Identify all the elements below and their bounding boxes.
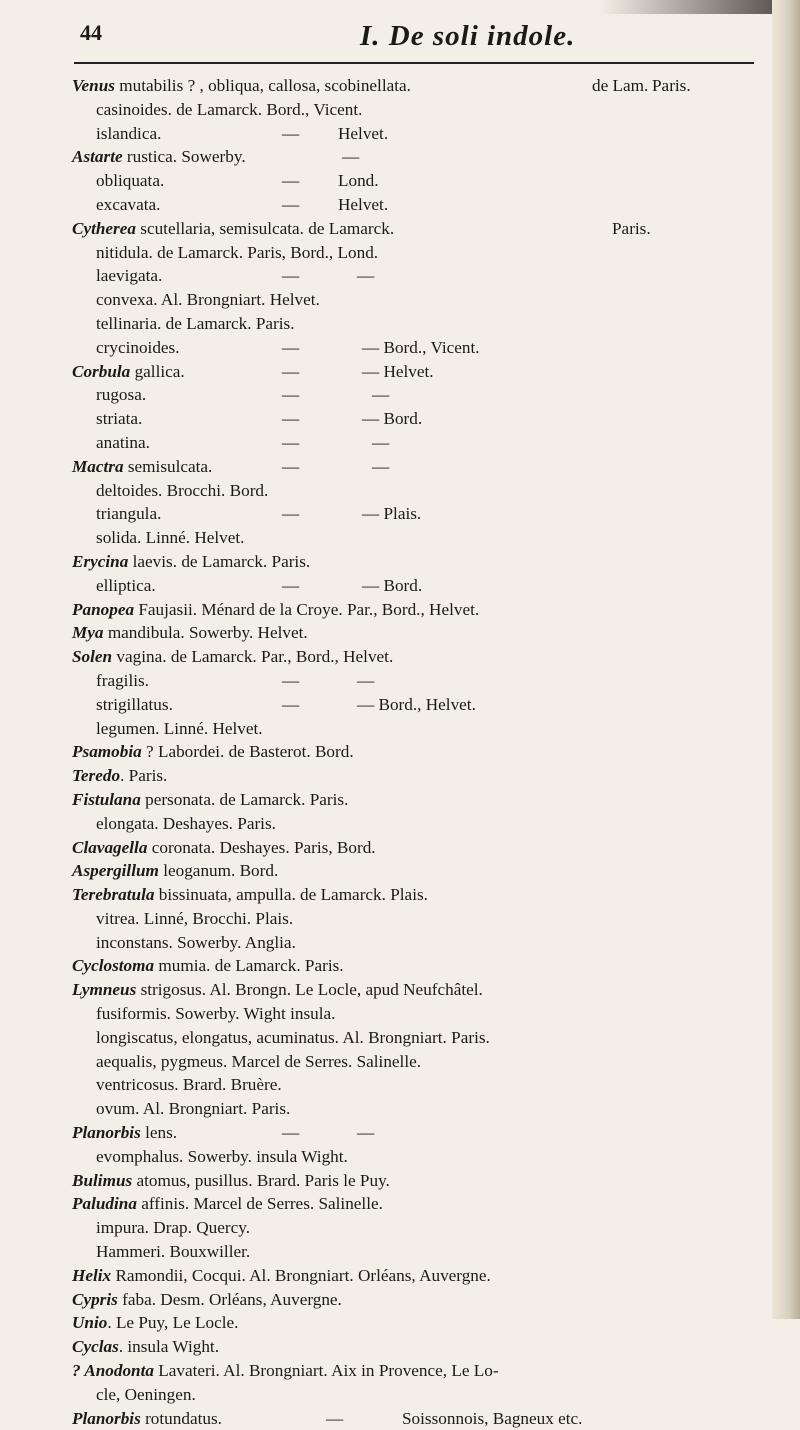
genus-entry-line xyxy=(72,978,772,1002)
genus-entry-line xyxy=(72,598,772,622)
entry-text: Hammeri. Bouxwiller. xyxy=(96,1242,251,1262)
genus-name: Fistulana xyxy=(72,789,141,809)
entry-text: inconstans. Sowerby. Anglia. xyxy=(96,932,296,952)
entry-column-text: — xyxy=(282,194,300,214)
entry-column-text: — xyxy=(282,456,300,476)
entry-text: islandica. xyxy=(96,123,162,143)
entry-text: Panopea Faujasii. Ménard de la Croye. Par., Bord., Helvet. xyxy=(72,599,480,619)
entry-text: Erycina laevis. de Lamarck. Paris. xyxy=(72,551,311,571)
genus-entry-line xyxy=(72,455,772,479)
genus-entry-line xyxy=(72,1121,772,1145)
entry-column-text: Paris. xyxy=(612,218,651,238)
genus-name: Clavagella xyxy=(72,837,148,857)
genus-name: Mactra xyxy=(72,456,124,476)
entry-text: Teredo. Paris. xyxy=(72,766,168,786)
entry-text: nitidula. de Lamarck. Paris, Bord., Lond. xyxy=(96,242,379,262)
entry-text: anatina. xyxy=(96,432,150,452)
entry-text: fragilis. xyxy=(96,670,149,690)
species-entry-line xyxy=(72,907,772,931)
entry-text: Helix Ramondii, Cocqui. Al. Brongniart. Orléans, Auvergne. xyxy=(72,1265,491,1285)
entry-text: ventricosus. Brard. Bruère. xyxy=(96,1075,282,1095)
entry-column-text: — Bord., Vicent. xyxy=(362,337,480,357)
genus-entry-line xyxy=(72,954,772,978)
entry-text: evomphalus. Sowerby. insula Wight. xyxy=(96,1146,348,1166)
entry-text: legumen. Linné. Helvet. xyxy=(96,718,263,738)
entry-text: obliquata. xyxy=(96,171,165,191)
species-entry-line xyxy=(72,1240,772,1264)
species-entry-line xyxy=(72,98,772,122)
entry-text: deltoides. Brocchi. Bord. xyxy=(96,480,269,500)
entry-text: Bulimus atomus, pusillus. Brard. Paris le Puy. xyxy=(72,1170,390,1190)
entry-column-text: — xyxy=(372,385,390,405)
entry-column-text: — xyxy=(282,432,300,452)
species-entry-line xyxy=(72,1216,772,1240)
species-entry-line xyxy=(72,431,772,455)
species-entry-line xyxy=(72,1097,772,1121)
species-entry-line xyxy=(72,812,772,836)
species-entry-line xyxy=(72,717,772,741)
entry-text: Terebratula bissinuata, ampulla. de Lamarck. Plais. xyxy=(72,885,428,905)
entry-column-text: — xyxy=(282,409,300,429)
genus-name: Erycina xyxy=(72,551,129,571)
entry-column-text: Helvet. xyxy=(338,194,389,214)
entry-column-text: — xyxy=(282,337,300,357)
entry-column-text: — xyxy=(282,1123,300,1143)
entry-text: rugosa. xyxy=(96,385,147,405)
entry-column-text: Lond. xyxy=(338,171,379,191)
species-entry-line xyxy=(72,288,772,312)
genus-name: Cyclas xyxy=(72,1337,119,1357)
genus-name: Astarte xyxy=(72,147,123,167)
entry-column-text: — xyxy=(342,147,360,167)
genus-entry-line xyxy=(72,217,772,241)
entry-text: aequalis, pygmeus. Marcel de Serres. Salinelle. xyxy=(96,1051,422,1071)
entry-column-text: Soissonnois, Bagneux etc. xyxy=(402,1408,583,1428)
genus-entry-line xyxy=(72,550,772,574)
species-entry-line xyxy=(72,526,772,550)
species-entry-line xyxy=(72,241,772,265)
entry-text: Planorbis lens. xyxy=(72,1123,178,1143)
genus-entry-line xyxy=(72,788,772,812)
species-entry-line xyxy=(72,336,772,360)
entry-column-text: Paris. xyxy=(652,76,691,95)
entry-text: Paludina affinis. Marcel de Serres. Salinelle. xyxy=(72,1194,383,1214)
species-list xyxy=(72,74,772,1430)
page-edge-shadow-top xyxy=(600,0,800,14)
genus-entry-line xyxy=(72,1359,772,1383)
entry-column-text: — Bord. xyxy=(362,409,423,429)
genus-name: Psamobia xyxy=(72,742,142,762)
entry-text: Clavagella coronata. Deshayes. Paris, Bord. xyxy=(72,837,376,857)
species-entry-line xyxy=(72,1002,772,1026)
entry-text: solida. Linné. Helvet. xyxy=(96,528,245,548)
genus-entry-line xyxy=(72,360,772,384)
entry-column-text: — xyxy=(357,670,375,690)
genus-name: Helix xyxy=(72,1265,112,1285)
entry-text: casinoides. de Lamarck. Bord., Vicent. xyxy=(96,99,363,119)
genus-name: Venus xyxy=(72,76,115,95)
species-entry-line xyxy=(72,1073,772,1097)
page-edge-gutter xyxy=(772,0,800,1319)
genus-name: Cyclostoma xyxy=(72,956,155,976)
entry-text: Cypris faba. Desm. Orléans, Auvergne. xyxy=(72,1289,342,1309)
species-entry-line xyxy=(72,574,772,598)
entry-text: Planorbis rotundatus. xyxy=(72,1408,222,1428)
entry-text: convexa. Al. Brongniart. Helvet. xyxy=(96,290,320,310)
entry-text: strigillatus. xyxy=(96,694,173,714)
entry-text: ovum. Al. Brongniart. Paris. xyxy=(96,1099,291,1119)
genus-entry-line xyxy=(72,1192,772,1216)
species-entry-line xyxy=(72,502,772,526)
genus-entry-line xyxy=(72,883,772,907)
species-entry-line xyxy=(72,693,772,717)
species-entry-line xyxy=(72,1050,772,1074)
entry-text: Aspergillum leoganum. Bord. xyxy=(72,861,279,881)
entry-text: excavata. xyxy=(96,194,161,214)
genus-entry-line xyxy=(72,1264,772,1288)
genus-name: Cypris xyxy=(72,1289,118,1309)
entry-column-text: — xyxy=(357,1123,375,1143)
species-entry-line xyxy=(72,931,772,955)
species-entry-line xyxy=(72,193,772,217)
genus-entry-line xyxy=(72,859,772,883)
genus-name: Unio xyxy=(72,1313,108,1333)
genus-entry-line xyxy=(72,764,772,788)
entry-text: Unio. Le Puy, Le Locle. xyxy=(72,1313,239,1333)
species-entry-line xyxy=(72,122,772,146)
genus-name: Bulimus xyxy=(72,1170,133,1190)
entry-text: striata. xyxy=(96,409,143,429)
entry-column-text: — xyxy=(282,670,300,690)
page-number: 44 xyxy=(80,20,102,45)
entry-column-text: — xyxy=(282,266,300,286)
entry-column-text: — xyxy=(372,456,390,476)
entry-text: longiscatus, elongatus, acuminatus. Al. Brongniart. Paris. xyxy=(96,1027,490,1047)
species-entry-line xyxy=(72,407,772,431)
genus-name: Terebratula xyxy=(72,885,155,905)
entry-text: Astarte rustica. Sowerby. xyxy=(72,147,246,167)
genus-name: Mya xyxy=(72,623,104,643)
species-entry-line xyxy=(72,1383,772,1407)
genus-entry-line xyxy=(72,74,772,98)
species-entry-line xyxy=(72,383,772,407)
entry-column-text: — xyxy=(282,504,300,524)
species-entry-line xyxy=(72,312,772,336)
entry-column-text: — Bord., Helvet. xyxy=(357,694,476,714)
genus-entry-line xyxy=(72,1335,772,1359)
species-entry-line xyxy=(72,1026,772,1050)
entry-column-text: — Helvet. xyxy=(362,361,434,381)
genus-name: Cytherea xyxy=(72,218,136,238)
running-title: I. De soli indole. xyxy=(360,20,576,52)
species-entry-line xyxy=(72,1145,772,1169)
entry-text: Psamobia ? Labordei. de Basterot. Bord. xyxy=(72,742,354,762)
genus-entry-line xyxy=(72,645,772,669)
entry-column-text: — xyxy=(282,385,300,405)
entry-text: triangula. xyxy=(96,504,162,524)
entry-text: Venus mutabilis ? , obliqua, callosa, scobinellata. xyxy=(72,76,411,95)
entry-text: elongata. Deshayes. Paris. xyxy=(96,813,276,833)
entry-column-text: — xyxy=(357,266,375,286)
genus-name: Corbula xyxy=(72,361,131,381)
entry-text: tellinaria. de Lamarck. Paris. xyxy=(96,313,295,333)
entry-column-text: — xyxy=(282,171,300,191)
entry-column-text: — xyxy=(326,1408,344,1428)
genus-name: Aspergillum xyxy=(72,861,159,881)
entry-text: cle, Oeningen. xyxy=(96,1384,196,1404)
genus-entry-line xyxy=(72,740,772,764)
species-entry-line xyxy=(72,264,772,288)
entry-text: Solen vagina. de Lamarck. Par., Bord., Helvet. xyxy=(72,647,394,667)
genus-name: Panopea xyxy=(72,599,135,619)
entry-text: elliptica. xyxy=(96,575,156,595)
entry-text: vitrea. Linné, Brocchi. Plais. xyxy=(96,908,294,928)
entry-column-text: Helvet. xyxy=(338,123,389,143)
entry-column-text: — xyxy=(282,575,300,595)
entry-text: Cytherea scutellaria, semisulcata. de Lamarck. xyxy=(72,218,395,238)
entry-column-text: — xyxy=(282,123,300,143)
species-entry-line xyxy=(72,669,772,693)
genus-entry-line xyxy=(72,1169,772,1193)
header-rule xyxy=(74,62,754,64)
species-entry-line xyxy=(72,479,772,503)
genus-entry-line xyxy=(72,1288,772,1312)
genus-name: Paludina xyxy=(72,1194,137,1214)
genus-entry-line xyxy=(72,836,772,860)
entry-column-text: — xyxy=(372,432,390,452)
genus-entry-line xyxy=(72,1311,772,1335)
entry-text: Mya mandibula. Sowerby. Helvet. xyxy=(72,623,308,643)
entry-column-text: — Plais. xyxy=(362,504,422,524)
genus-name: Planorbis xyxy=(72,1408,141,1428)
entry-text: impura. Drap. Quercy. xyxy=(96,1218,250,1238)
entry-text: laevigata. xyxy=(96,266,163,286)
genus-name: Planorbis xyxy=(72,1123,141,1143)
entry-text: Fistulana personata. de Lamarck. Paris. xyxy=(72,789,349,809)
genus-entry-line xyxy=(72,145,772,169)
entry-text: Lymneus strigosus. Al. Brongn. Le Locle, apud Neufchâtel. xyxy=(72,980,483,1000)
entry-column-text: de Lam. xyxy=(592,76,649,95)
entry-text: ? Anodonta Lavateri. Al. Brongniart. Aix in Provence, Le Lo- xyxy=(72,1361,499,1381)
entry-column-text: — xyxy=(282,694,300,714)
entry-column-text: — Bord. xyxy=(362,575,423,595)
entry-text: fusiformis. Sowerby. Wight insula. xyxy=(96,1004,336,1024)
entry-text: Cyclas. insula Wight. xyxy=(72,1337,219,1357)
genus-name: Lymneus xyxy=(72,980,137,1000)
genus-name: Teredo xyxy=(72,766,121,786)
entry-column-text: — xyxy=(282,361,300,381)
entry-text: Corbula gallica. xyxy=(72,361,185,381)
entry-text: crycinoides. xyxy=(96,337,180,357)
genus-entry-line xyxy=(72,621,772,645)
genus-name: Solen xyxy=(72,647,113,667)
species-entry-line xyxy=(72,169,772,193)
entry-text: Cyclostoma mumia. de Lamarck. Paris. xyxy=(72,956,344,976)
entry-text: Mactra semisulcata. xyxy=(72,456,213,476)
genus-entry-line xyxy=(72,1407,772,1430)
genus-name: ? Anodonta xyxy=(72,1361,154,1381)
